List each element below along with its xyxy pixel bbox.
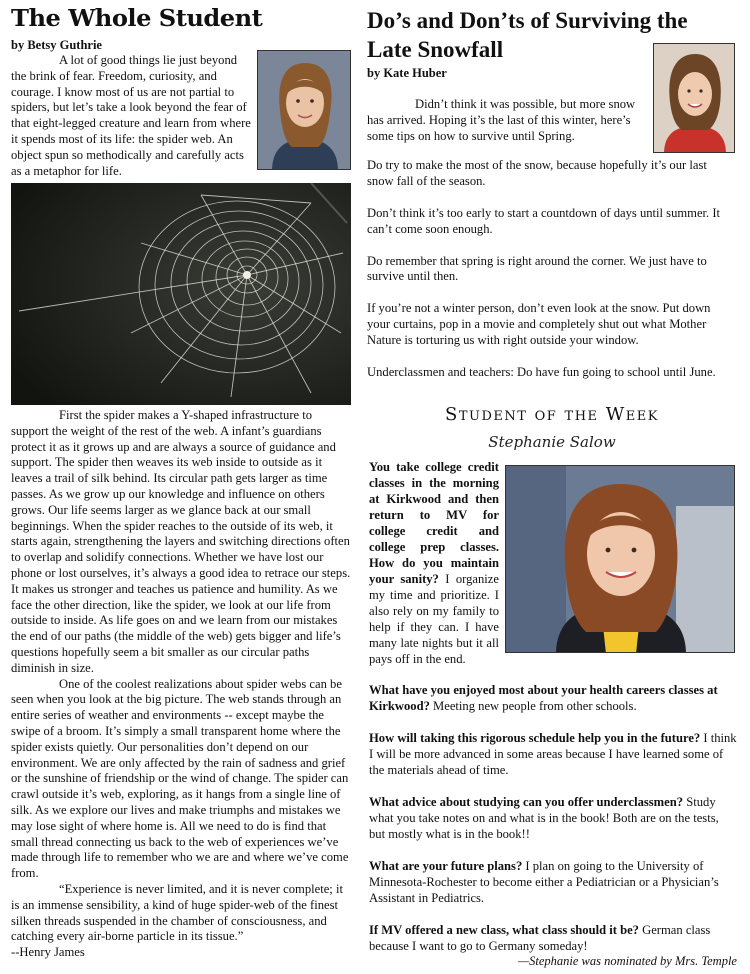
answer-text: Meeting new people from other schools.	[433, 699, 637, 713]
portrait-illustration	[654, 44, 735, 153]
snowfall-headline: Do’s and Don’ts of Surviving the Late Snowfall	[367, 8, 688, 62]
author-photo-kate	[653, 43, 735, 153]
qa-item	[369, 922, 737, 954]
tip-item: If you’re not a winter person, don’t even look at the snow. Put down your curtains, pop in a movie and completely shut out what Mother Nature is torturing us with right outside your window.	[367, 301, 711, 347]
student-photo	[505, 465, 735, 653]
student-name: Stephanie Salow	[488, 433, 616, 451]
tips-list	[367, 158, 735, 380]
answer-text: Study what you take notes on and what is in the book! Both are on the tests, but mostly what is in the book!!	[369, 795, 719, 841]
left-body	[11, 408, 351, 961]
question-text: How will taking this rigorous schedule help you in the future?	[369, 731, 701, 745]
qa-item	[369, 730, 737, 778]
column-masthead: The Whole Student	[11, 5, 263, 32]
student-of-week-title: Student of the Week	[445, 404, 659, 425]
question-text: If MV offered a new class, what class should it be?	[369, 923, 639, 937]
body-paragraph-2: One of the coolest realizations about spider webs can be seen when you look at the big picture. The web stands through an entire series of weather and environments -- except maybe the swipe of a broom. It’s simply a small transparent home where the spider exists quietly. Our personalities don’t depend on our environment. We are only affected by the rain of sadness and grief or the sunshine of friendship or the wind of change. The spider can crawl outside it’s web, exploring, as it hangs from a single line of silk. As we explore our lives and make triumphs and mistakes we may lose sight of where home is. All we need to do is find that small thread connecting us back to the web of experiences we’ve made through life to remember who we are and where we’ve come from.	[11, 676, 349, 881]
sotw-qa-list	[369, 682, 737, 969]
spider-web-photo	[11, 183, 351, 405]
tip-item: Underclassmen and teachers: Do have fun going to school until June.	[367, 364, 716, 379]
quote-text: “Experience is never limited, and it is never complete; it is an immense sensibility, a kind of huge spider-web of the finest silken threads suspended in the chamber of consciousness, and catching every air-borne particle in its tissue.”	[11, 881, 343, 944]
quote-author: --Henry James	[11, 945, 85, 960]
nomination-credit: —Stephanie was nominated by Mrs. Temple	[518, 954, 737, 968]
answer-text: I think I will be more advanced in some areas because I have learned some of the materials ahead of time.	[369, 731, 737, 777]
tip-item: Do try to make the most of the snow, because hopefully it’s our last snow fall of the season.	[367, 158, 707, 189]
byline-kate: by Kate Huber	[367, 66, 447, 80]
qa-item	[369, 682, 737, 714]
question-text: What advice about studying can you offer underclassmen?	[369, 795, 684, 809]
byline-betsy: by Betsy Guthrie	[11, 38, 102, 52]
intro-paragraph: A lot of good things lie just beyond the brink of fear. Freedom, curiosity, and courage. I know most of us are not partial to spiders, but let’s take a look beyond the fear of that eight-legged creature and learn from where it spends most of its life: the spider web. An object spun so methodically and carefully acts as a metaphor for life.	[11, 53, 251, 178]
spider-web-icon	[11, 183, 351, 405]
qa-item	[369, 858, 737, 906]
sotw-first-qa	[369, 459, 499, 667]
tip-item: Do remember that spring is right around the corner. We just have to survive until then.	[367, 253, 707, 284]
question-text: What are your future plans?	[369, 859, 523, 873]
question-text: You take college credit classes in the morning at Kirkwood and then return to MV for college credit and college prep classes. How do you maintain your sanity?	[369, 460, 499, 586]
answer-text: German class because I want to go to Germany someday!	[369, 923, 711, 953]
portrait-illustration	[506, 466, 735, 653]
author-photo-betsy	[257, 50, 351, 170]
qa-item	[369, 794, 737, 842]
answer-text: I organize my time and prioritize. I also rely on my family to help if they can. I have many late nights but it all pays off in the end.	[369, 572, 499, 666]
tip-item: Don’t think it’s too early to start a countdown of days until summer. It can’t come soon enough.	[367, 205, 721, 236]
question-text: What have you enjoyed most about your health careers classes at Kirkwood?	[369, 683, 718, 713]
snowfall-intro: Didn’t think it was possible, but more snow has arrived. Hoping it’s the last of this winter, here’s some tips on how to survive until Spring.	[367, 97, 636, 143]
answer-text: I plan on going to the University of Minnesota-Rochester to become either a Pediatrician or a Physician’s Assistant in Pediatrics.	[369, 859, 719, 905]
portrait-illustration	[258, 51, 351, 170]
body-paragraph-1: First the spider makes a Y-shaped infrastructure to support the weight of the rest of the web. A infant’s guardians protect it as it grows up and are always a source of guidance and support. The spider then weaves its web inside to outside as it leaves a trail of silk behind. Its circular path gets larger as time passes. As we grow up our knowledge and influence on others grows. Our life seems larger as we glance back at our small beginnings. When the spider reaches to the outside of its web, it starts again, strengthening the layers and switching directions often to overlap and solidify connections. Whether we have lost our phone or lost ourselves, it’s always a good idea to retrace our steps. It makes us stronger and teaches us patience and humility. As we face the other direction, like the spider, we look at our life from outside to inside. As life goes on and we learn from our mistakes the end of our paths (the middle of the web) gets bigger and life’s questions hopefully seem a bit smaller as our circular paths diminish in size.	[11, 408, 351, 675]
